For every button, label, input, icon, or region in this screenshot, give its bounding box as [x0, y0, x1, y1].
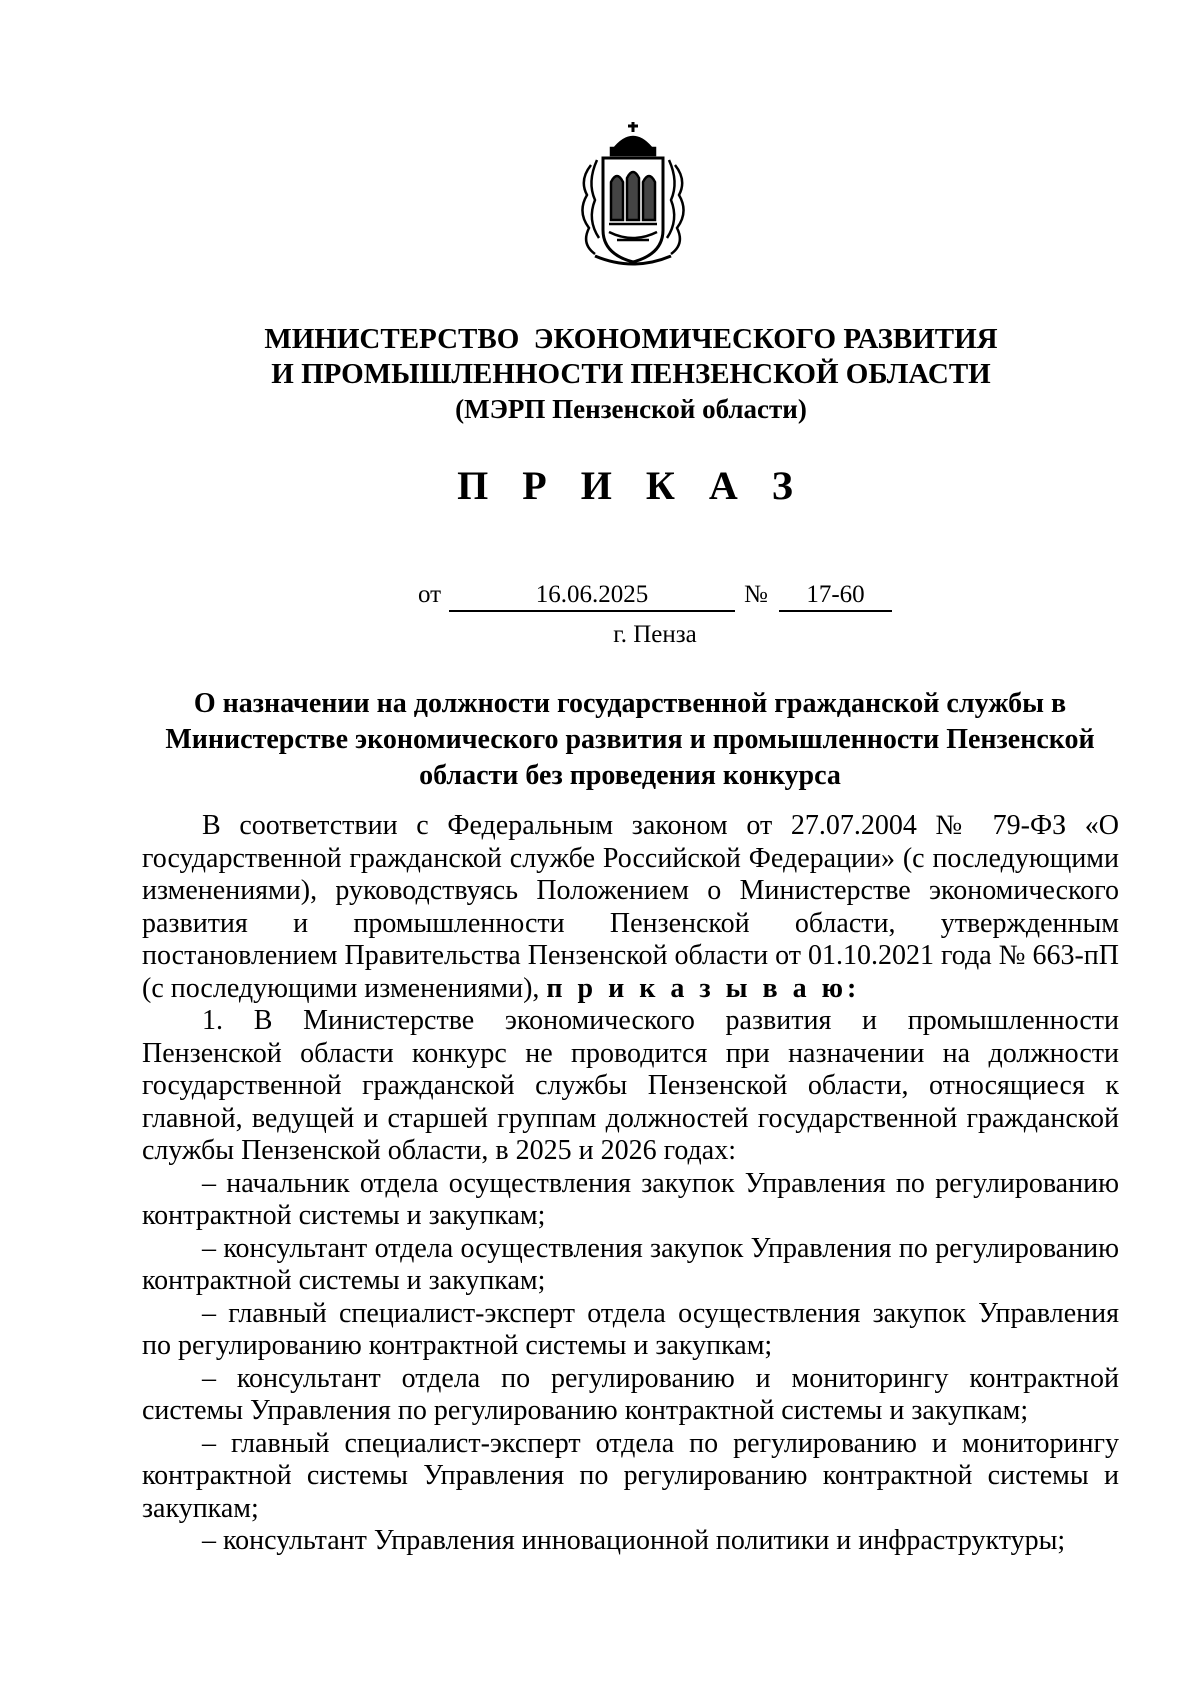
position-item: – главный специалист-эксперт отдела по регулированию и мониторингу контрактной системы Управления по регулированию контрактной системы и закупкам;	[142, 1427, 1119, 1524]
number-label: №	[744, 581, 768, 608]
position-item: – консультант Управления инновационной политики и инфраструктуры;	[202, 1525, 1066, 1556]
organization-short-name: (МЭРП Пензенской области)	[455, 394, 807, 424]
document-type: П Р И К А З	[457, 463, 805, 508]
organization-name-line2: И ПРОМЫШЛЕННОСТИ ПЕНЗЕНСКОЙ ОБЛАСТИ	[271, 358, 991, 390]
position-item: – консультант отдела осуществления закупок Управления по регулированию контрактной системы и закупкам;	[142, 1232, 1119, 1296]
organization-name-line1: МИНИСТЕРСТВО ЭКОНОМИЧЕСКОГО РАЗВИТИЯ	[264, 323, 998, 355]
document-number: 17-60	[779, 580, 892, 612]
document-body	[142, 810, 1119, 1558]
item-1-paragraph: 1. В Министерстве экономического развития и промышленности Пензенской области конкурс не проводится при назначении на должности государственной гражданской службы Пензенской области, относящиеся к главной, ведущей и старшей группам должностей государственной гражданской службы Пензенской области, в 2025 и 2026 годах:	[142, 1005, 1119, 1166]
organization-name	[0, 322, 1200, 392]
document-date: 16.06.2025	[449, 580, 735, 612]
preamble-text: В соответствии с Федеральным законом от 27.07.2004 № 79-ФЗ «О государственной гражданской службе Российской Федерации» (с последующими изменениями), руководствуясь Положением о Министерстве экономического развития и промышленности Пензенской области, утвержденным постановлением Правительства Пензенской области от 01.10.2021 года № 663-пП (с последующими изменениями),	[142, 810, 1119, 1004]
subject-line1: О назначении на должности государственной гражданской службы в	[193, 688, 1067, 719]
subject-line3: области без проведения конкурса	[419, 760, 841, 791]
document-city: г. Пенза	[613, 621, 697, 648]
position-item: – начальник отдела осуществления закупок Управления по регулированию контрактной системы и закупкам;	[142, 1167, 1119, 1231]
subject-line2: Министерстве экономического развития и промышленности Пензенской	[165, 724, 1095, 755]
coat-of-arms-emblem	[573, 120, 693, 270]
order-word: п р и к а з ы в а ю:	[546, 972, 861, 1004]
position-item: – главный специалист-эксперт отдела осуществления закупок Управления по регулированию контрактной системы и закупкам;	[142, 1297, 1119, 1361]
date-label: от	[418, 581, 442, 608]
document-subject	[140, 686, 1120, 794]
preamble-paragraph	[142, 810, 1119, 1005]
position-item: – консультант отдела по регулированию и мониторингу контрактной системы Управления по регулированию контрактной системы и закупкам;	[142, 1362, 1119, 1426]
